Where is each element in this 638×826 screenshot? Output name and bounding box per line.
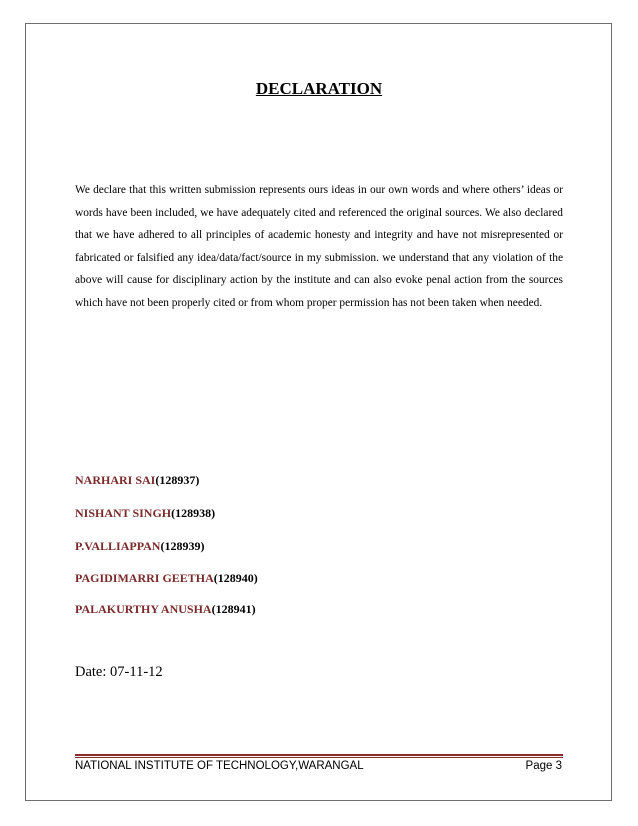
footer-page-number: Page 3: [525, 760, 562, 772]
student-name: NISHANT SINGH: [75, 506, 172, 520]
footer-institute: NATIONAL INSTITUTE OF TECHNOLOGY,WARANGAL: [75, 760, 364, 772]
student-entry: [75, 602, 256, 617]
student-roll: (128941): [211, 602, 256, 616]
declaration-date: Date: 07-11-12: [75, 664, 163, 680]
student-name: P.VALLIAPPAN: [75, 539, 161, 553]
student-name: PAGIDIMARRI GEETHA: [75, 571, 214, 585]
student-name: NARHARI SAI: [75, 473, 156, 487]
student-roll: (128938): [171, 506, 216, 520]
declaration-paragraph: We declare that this written submission represents ours ideas in our own words and where others’ ideas or words have been included, we have adequately cited and referenced the original sources. We also declared that we have adhered to all principles of academic honesty and integrity and have not misrepresented or fabricated or falsified any idea/data/fact/source in my submission. we understand that any violation of the above will cause for disciplinary action by the institute and can also evoke penal action from the sources which have not been properly cited or from whom proper permission has not been taken when needed.: [75, 184, 563, 309]
footer-rule: [75, 754, 563, 756]
student-entry: [75, 473, 199, 488]
student-entry: [75, 571, 258, 586]
page-title: DECLARATION: [255, 79, 383, 98]
student-entry: [75, 506, 215, 521]
student-name: PALAKURTHY ANUSHA: [75, 602, 212, 616]
student-roll: (128940): [213, 571, 258, 585]
student-roll: (128937): [155, 473, 200, 487]
page-border: [25, 23, 612, 801]
footer-rule-thin: [75, 757, 563, 758]
student-roll: (128939): [160, 539, 205, 553]
student-entry: [75, 539, 204, 554]
